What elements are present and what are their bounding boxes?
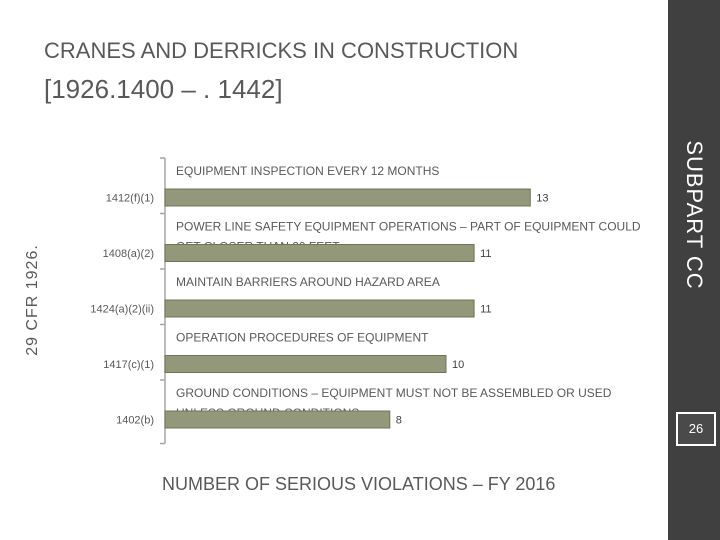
bar-description: POWER LINE SAFETY EQUIPMENT OPERATIONS – PART OF EQUIPMENT COULD bbox=[176, 219, 641, 234]
y-axis-label: 29 CFR 1926. bbox=[24, 244, 41, 356]
bar bbox=[165, 356, 446, 373]
category-label: 1424(a)(2)(ii) bbox=[90, 303, 154, 316]
bar-description: MAINTAIN BARRIERS AROUND HAZARD AREA bbox=[176, 275, 440, 289]
bar bbox=[165, 411, 390, 428]
subpart-label: SUBPART CC bbox=[682, 140, 707, 290]
category-label: 1412(f)(1) bbox=[105, 192, 154, 205]
bar-description: GROUND CONDITIONS – EQUIPMENT MUST NOT BE ASSEMBLED OR USED bbox=[176, 386, 612, 400]
data-label: 11 bbox=[480, 248, 492, 260]
bar-description: EQUIPMENT INSPECTION EVERY 12 MONTHS bbox=[176, 164, 440, 178]
title-line-1: CRANES AND DERRICKS IN CONSTRUCTION bbox=[44, 38, 519, 63]
category-label: 1417(c)(1) bbox=[103, 359, 154, 371]
data-label: 10 bbox=[452, 359, 465, 371]
data-label: 13 bbox=[536, 192, 549, 205]
page-number: 26 bbox=[676, 412, 716, 446]
bar bbox=[165, 300, 474, 317]
bar-description: OPERATION PROCEDURES OF EQUIPMENT bbox=[176, 330, 429, 345]
category-label: 1402(b) bbox=[116, 414, 154, 427]
category-label: 1408(a)(2) bbox=[102, 248, 154, 260]
title-line-2: [1926.1400 – . 1442] bbox=[44, 74, 283, 104]
data-label: 11 bbox=[480, 303, 492, 316]
data-label: 8 bbox=[395, 414, 402, 427]
x-axis-label: NUMBER OF SERIOUS VIOLATIONS – FY 2016 bbox=[162, 474, 556, 494]
bar bbox=[165, 189, 530, 206]
bar bbox=[165, 245, 474, 262]
